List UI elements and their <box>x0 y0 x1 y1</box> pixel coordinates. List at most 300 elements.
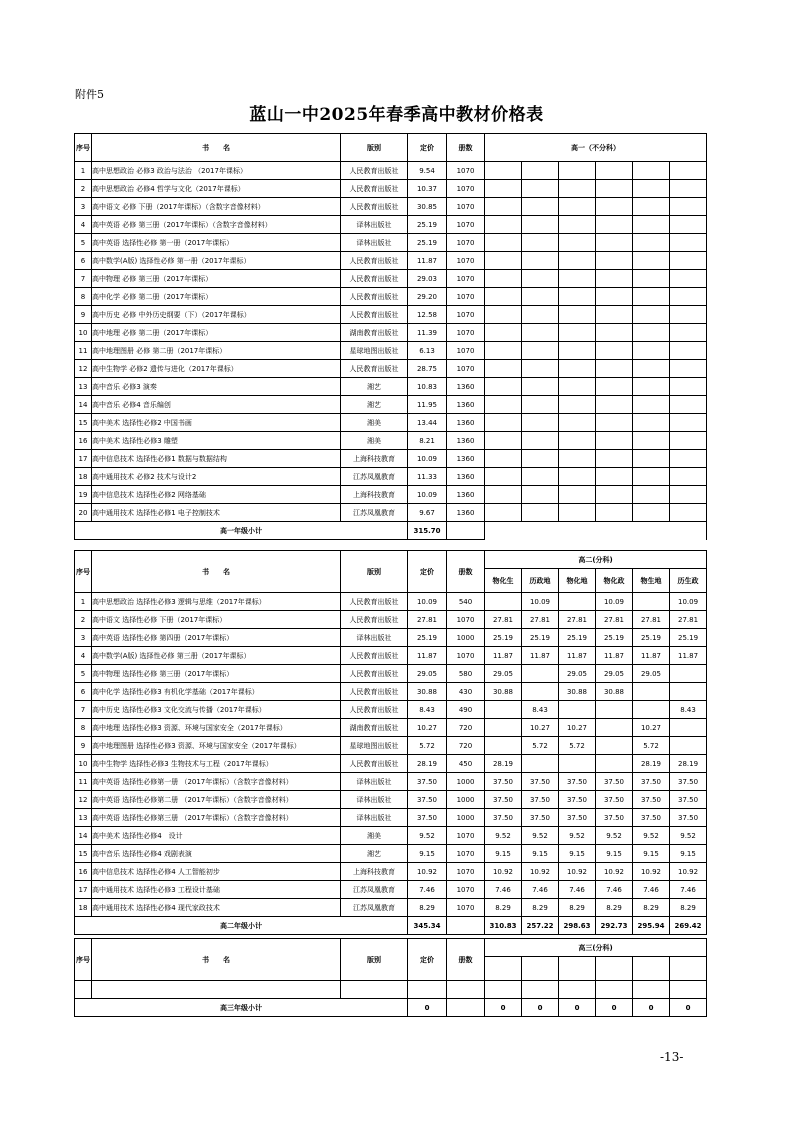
row-track-price: 9.52 <box>596 827 633 845</box>
empty-cell <box>522 252 559 270</box>
empty-cell <box>633 378 670 396</box>
grade3-track-total: 0 <box>633 999 670 1017</box>
row-publisher: 湘艺 <box>341 845 408 863</box>
row-seq: 6 <box>75 252 92 270</box>
row-qty: 1070 <box>447 647 485 665</box>
row-seq: 1 <box>75 593 92 611</box>
row-track-price: 25.19 <box>559 629 596 647</box>
header-qty: 册数 <box>447 551 485 593</box>
row-track-price: 37.50 <box>670 791 707 809</box>
row-price: 9.15 <box>408 845 447 863</box>
row-publisher: 人民教育出版社 <box>341 611 408 629</box>
empty-cell <box>485 414 522 432</box>
row-publisher: 湘美 <box>341 414 408 432</box>
row-track-price: 9.15 <box>670 845 707 863</box>
row-track-price: 30.88 <box>485 683 522 701</box>
row-publisher: 上海科技教育 <box>341 863 408 881</box>
row-qty: 1070 <box>447 162 485 180</box>
row-track-price: 8.29 <box>522 899 559 917</box>
header-publisher: 版别 <box>341 939 408 981</box>
row-track-price <box>670 737 707 755</box>
row-track-price <box>670 683 707 701</box>
empty-cell <box>522 306 559 324</box>
track-header: 历政地 <box>522 569 559 593</box>
row-track-price: 37.50 <box>670 809 707 827</box>
empty-cell <box>670 324 707 342</box>
row-price: 11.33 <box>408 468 447 486</box>
table-row <box>75 791 707 809</box>
empty-cell <box>633 216 670 234</box>
empty-cell <box>670 360 707 378</box>
row-publisher: 江苏凤凰教育 <box>341 881 408 899</box>
row-seq: 10 <box>75 755 92 773</box>
row-qty: 1000 <box>447 809 485 827</box>
row-book-title: 高中信息技术 选择性必修2 网络基础 <box>92 486 341 504</box>
empty-cell <box>596 198 633 216</box>
row-seq: 13 <box>75 378 92 396</box>
grade1-table <box>74 133 707 540</box>
row-price: 37.50 <box>408 809 447 827</box>
header-seq: 序号 <box>75 551 92 593</box>
row-publisher: 人民教育出版社 <box>341 180 408 198</box>
row-track-price: 9.15 <box>559 845 596 863</box>
row-track-price: 11.87 <box>633 647 670 665</box>
empty-cell <box>633 396 670 414</box>
empty-cell <box>522 234 559 252</box>
row-seq: 7 <box>75 270 92 288</box>
row-book-title: 高中美术 选择性必修4 设计 <box>92 827 341 845</box>
row-publisher: 人民教育出版社 <box>341 270 408 288</box>
empty-cell <box>596 288 633 306</box>
row-track-price: 37.50 <box>633 791 670 809</box>
table-row <box>75 629 707 647</box>
empty-cell <box>485 198 522 216</box>
row-track-price: 11.87 <box>670 647 707 665</box>
row-price: 25.19 <box>408 629 447 647</box>
header-qty: 册数 <box>447 939 485 981</box>
row-seq: 17 <box>75 450 92 468</box>
row-publisher: 译林出版社 <box>341 809 408 827</box>
grade3-track-total: 0 <box>485 999 522 1017</box>
empty-cell <box>522 270 559 288</box>
empty-cell <box>559 360 596 378</box>
row-track-price: 27.81 <box>522 611 559 629</box>
empty-cell <box>633 306 670 324</box>
track-header: 历生政 <box>670 569 707 593</box>
row-book-title: 高中思想政治 选择性必修3 逻辑与思维（2017年课标） <box>92 593 341 611</box>
row-track-price: 7.46 <box>670 881 707 899</box>
row-book-title: 高中通用技术 选择性必修3 工程设计基础 <box>92 881 341 899</box>
row-seq: 18 <box>75 468 92 486</box>
row-track-price: 37.50 <box>596 773 633 791</box>
empty-cell <box>559 216 596 234</box>
row-track-price <box>670 719 707 737</box>
row-book-title: 高中音乐 必修3 演奏 <box>92 378 341 396</box>
row-book-title: 高中英语 必修 第三册（2017年课标）（含数字音像材料） <box>92 216 341 234</box>
row-track-price: 5.72 <box>633 737 670 755</box>
row-track-price: 27.81 <box>670 611 707 629</box>
empty-cell <box>522 504 559 522</box>
row-qty: 1070 <box>447 863 485 881</box>
header-publisher: 版别 <box>341 551 408 593</box>
empty-cell <box>522 360 559 378</box>
row-track-price: 27.81 <box>596 611 633 629</box>
empty-cell <box>559 234 596 252</box>
row-track-price: 37.50 <box>485 791 522 809</box>
row-track-price: 29.05 <box>485 665 522 683</box>
row-qty: 1070 <box>447 342 485 360</box>
table-row <box>75 647 707 665</box>
table-row <box>75 342 707 360</box>
row-track-price <box>522 755 559 773</box>
row-track-price: 28.19 <box>670 755 707 773</box>
table-row <box>75 809 707 827</box>
table-row <box>75 324 707 342</box>
row-price: 10.27 <box>408 719 447 737</box>
empty-cell <box>559 396 596 414</box>
empty-cell <box>485 162 522 180</box>
empty-cell <box>559 270 596 288</box>
row-book-title: 高中通用技术 必修2 技术与设计2 <box>92 468 341 486</box>
row-track-price <box>559 593 596 611</box>
row-price: 11.39 <box>408 324 447 342</box>
row-publisher: 人民教育出版社 <box>341 360 408 378</box>
empty-cell <box>559 468 596 486</box>
row-track-price: 7.46 <box>522 881 559 899</box>
row-qty: 540 <box>447 593 485 611</box>
empty-cell <box>596 252 633 270</box>
row-book-title: 高中音乐 必修4 音乐编创 <box>92 396 341 414</box>
empty-cell <box>522 324 559 342</box>
row-track-price: 37.50 <box>596 791 633 809</box>
row-publisher: 人民教育出版社 <box>341 288 408 306</box>
row-publisher: 湖南教育出版社 <box>341 719 408 737</box>
row-publisher: 译林出版社 <box>341 234 408 252</box>
row-seq: 15 <box>75 414 92 432</box>
empty-cell <box>596 162 633 180</box>
row-publisher: 人民教育出版社 <box>341 701 408 719</box>
empty-cell <box>559 486 596 504</box>
empty-cell <box>485 432 522 450</box>
row-track-price <box>670 665 707 683</box>
row-price: 11.87 <box>408 252 447 270</box>
row-track-price: 27.81 <box>485 611 522 629</box>
grade2-track-total: 298.63 <box>559 917 596 935</box>
row-track-price: 28.19 <box>485 755 522 773</box>
empty-cell <box>633 504 670 522</box>
row-seq: 11 <box>75 773 92 791</box>
row-price: 29.05 <box>408 665 447 683</box>
row-track-price <box>633 593 670 611</box>
empty-cell <box>670 342 707 360</box>
row-qty: 1000 <box>447 791 485 809</box>
row-track-price: 9.15 <box>522 845 559 863</box>
table-row <box>75 611 707 629</box>
header-book: 书 名 <box>92 134 341 162</box>
empty-cell <box>670 216 707 234</box>
row-seq: 17 <box>75 881 92 899</box>
row-seq: 2 <box>75 611 92 629</box>
row-track-price <box>596 755 633 773</box>
row-seq: 3 <box>75 629 92 647</box>
row-qty: 450 <box>447 755 485 773</box>
grade2-track-total: 257.22 <box>522 917 559 935</box>
row-track-price: 37.50 <box>559 809 596 827</box>
row-track-price: 11.87 <box>522 647 559 665</box>
row-publisher: 上海科技教育 <box>341 450 408 468</box>
empty-cell <box>670 396 707 414</box>
row-price: 13.44 <box>408 414 447 432</box>
empty-cell <box>447 917 485 935</box>
row-seq: 9 <box>75 737 92 755</box>
table-row <box>75 827 707 845</box>
grade2-track-total: 269.42 <box>670 917 707 935</box>
row-track-price: 37.50 <box>670 773 707 791</box>
empty-cell <box>633 288 670 306</box>
empty-cell <box>670 378 707 396</box>
grade2-table <box>74 550 707 935</box>
grade3-track-total: 0 <box>596 999 633 1017</box>
row-seq: 20 <box>75 504 92 522</box>
empty-cell <box>670 288 707 306</box>
page-number: -13- <box>660 1050 684 1064</box>
row-publisher: 上海科技教育 <box>341 486 408 504</box>
empty-cell <box>633 270 670 288</box>
row-track-price: 10.27 <box>559 719 596 737</box>
row-track-price: 8.29 <box>596 899 633 917</box>
row-publisher: 湘美 <box>341 432 408 450</box>
row-qty: 1360 <box>447 414 485 432</box>
row-seq: 6 <box>75 683 92 701</box>
row-track-price: 9.15 <box>596 845 633 863</box>
row-publisher: 人民教育出版社 <box>341 647 408 665</box>
row-track-price: 10.92 <box>522 863 559 881</box>
row-price: 37.50 <box>408 791 447 809</box>
row-qty: 1360 <box>447 504 485 522</box>
row-track-price: 37.50 <box>522 773 559 791</box>
grade3-subtotal: 0 <box>408 999 447 1017</box>
row-track-price: 9.52 <box>522 827 559 845</box>
row-book-title: 高中英语 选择性必修第一册 （2017年课标）（含数字音像材料） <box>92 773 341 791</box>
row-track-price <box>596 719 633 737</box>
table-row <box>75 593 707 611</box>
row-publisher: 江苏凤凰教育 <box>341 899 408 917</box>
row-track-price: 10.92 <box>670 863 707 881</box>
grade3-group-label: 高三(分科) <box>485 939 707 957</box>
empty-cell <box>485 180 522 198</box>
row-track-price: 9.15 <box>485 845 522 863</box>
table-row <box>75 306 707 324</box>
row-track-price: 10.09 <box>522 593 559 611</box>
empty-cell <box>522 486 559 504</box>
row-price: 9.67 <box>408 504 447 522</box>
table-row <box>75 216 707 234</box>
row-publisher: 星球地图出版社 <box>341 342 408 360</box>
row-qty: 1070 <box>447 198 485 216</box>
track-header: 物化生 <box>485 569 522 593</box>
row-track-price <box>559 755 596 773</box>
row-book-title: 高中语文 选择性必修 下册（2017年课标） <box>92 611 341 629</box>
empty-cell <box>559 162 596 180</box>
table-row <box>75 252 707 270</box>
attachment-label: 附件5 <box>75 88 104 101</box>
empty-cell <box>559 288 596 306</box>
row-track-price: 7.46 <box>596 881 633 899</box>
row-publisher: 人民教育出版社 <box>341 162 408 180</box>
empty-cell <box>485 342 522 360</box>
empty-cell <box>633 486 670 504</box>
row-track-price: 11.87 <box>485 647 522 665</box>
grade1-subtotal: 315.70 <box>408 522 447 540</box>
row-publisher: 星球地图出版社 <box>341 737 408 755</box>
row-book-title: 高中地理 必修 第二册（2017年课标） <box>92 324 341 342</box>
row-publisher: 湘艺 <box>341 378 408 396</box>
row-price: 7.46 <box>408 881 447 899</box>
row-price: 8.21 <box>408 432 447 450</box>
row-book-title: 高中英语 选择性必修 第一册（2017年课标） <box>92 234 341 252</box>
track-header: 物生地 <box>633 569 670 593</box>
row-book-title: 高中英语 选择性必修第二册 （2017年课标）（含数字音像材料） <box>92 791 341 809</box>
empty-cell <box>670 270 707 288</box>
row-qty: 1360 <box>447 450 485 468</box>
row-price: 9.52 <box>408 827 447 845</box>
empty-cell <box>485 216 522 234</box>
grade3-table <box>74 938 707 1017</box>
empty-cell <box>670 252 707 270</box>
row-qty: 1360 <box>447 396 485 414</box>
grade3-track-total: 0 <box>522 999 559 1017</box>
empty-cell <box>596 342 633 360</box>
table-row <box>75 719 707 737</box>
row-book-title: 高中生物学 必修2 遗传与进化（2017年课标） <box>92 360 341 378</box>
row-publisher: 人民教育出版社 <box>341 683 408 701</box>
row-seq: 16 <box>75 863 92 881</box>
row-track-price: 30.88 <box>559 683 596 701</box>
grade3-track-total: 0 <box>670 999 707 1017</box>
row-price: 29.20 <box>408 288 447 306</box>
row-book-title: 高中思想政治 必修4 哲学与文化（2017年课标） <box>92 180 341 198</box>
empty-cell <box>670 504 707 522</box>
row-qty: 1070 <box>447 611 485 629</box>
empty-cell <box>596 306 633 324</box>
row-price: 27.81 <box>408 611 447 629</box>
empty-cell <box>633 324 670 342</box>
row-track-price: 25.19 <box>596 629 633 647</box>
grade2-track-total: 292.73 <box>596 917 633 935</box>
empty-cell <box>596 468 633 486</box>
header-seq: 序号 <box>75 939 92 981</box>
row-track-price <box>485 593 522 611</box>
row-price: 25.19 <box>408 216 447 234</box>
row-track-price <box>596 737 633 755</box>
row-track-price: 37.50 <box>559 773 596 791</box>
row-track-price: 25.19 <box>670 629 707 647</box>
row-publisher: 湖南教育出版社 <box>341 324 408 342</box>
row-track-price: 37.50 <box>596 809 633 827</box>
empty-cell <box>670 486 707 504</box>
grade2-group-label: 高二(分科) <box>485 551 707 569</box>
empty-cell <box>485 468 522 486</box>
row-qty: 1000 <box>447 629 485 647</box>
row-book-title: 高中通用技术 选择性必修1 电子控制技术 <box>92 504 341 522</box>
row-seq: 8 <box>75 288 92 306</box>
table-row <box>75 432 707 450</box>
row-track-price: 8.29 <box>485 899 522 917</box>
row-track-price: 27.81 <box>633 611 670 629</box>
row-book-title: 高中英语 选择性必修 第四册（2017年课标） <box>92 629 341 647</box>
row-price: 29.03 <box>408 270 447 288</box>
row-publisher: 译林出版社 <box>341 629 408 647</box>
row-qty: 430 <box>447 683 485 701</box>
page-title: 蓝山一中2025年春季高中教材价格表 <box>249 105 544 125</box>
row-qty: 1070 <box>447 288 485 306</box>
table-row <box>75 863 707 881</box>
row-price: 6.13 <box>408 342 447 360</box>
empty-cell <box>559 378 596 396</box>
row-track-price: 37.50 <box>522 809 559 827</box>
table-row <box>75 270 707 288</box>
row-qty: 1000 <box>447 773 485 791</box>
empty-cell <box>633 342 670 360</box>
row-book-title: 高中物理 必修 第三册（2017年课标） <box>92 270 341 288</box>
row-track-price: 7.46 <box>559 881 596 899</box>
empty-cell <box>559 252 596 270</box>
row-track-price: 28.19 <box>633 755 670 773</box>
empty-cell <box>670 198 707 216</box>
empty-cell <box>596 324 633 342</box>
table-row <box>75 234 707 252</box>
empty-cell <box>559 198 596 216</box>
empty-cell <box>559 306 596 324</box>
grade1-group-label: 高一（不分科） <box>485 134 707 162</box>
row-book-title: 高中数学(A版) 选择性必修 第三册（2017年课标） <box>92 647 341 665</box>
row-track-price: 9.52 <box>559 827 596 845</box>
row-track-price: 25.19 <box>485 629 522 647</box>
empty-cell <box>633 432 670 450</box>
row-price: 8.29 <box>408 899 447 917</box>
empty-cell <box>485 450 522 468</box>
empty-cell <box>596 486 633 504</box>
row-price: 10.37 <box>408 180 447 198</box>
row-publisher: 人民教育出版社 <box>341 252 408 270</box>
row-book-title: 高中地理图册 选择性必修3 资源、环境与国家安全（2017年课标） <box>92 737 341 755</box>
table-row <box>75 360 707 378</box>
row-seq: 14 <box>75 827 92 845</box>
empty-cell <box>559 324 596 342</box>
row-track-price <box>485 719 522 737</box>
empty-cell <box>596 450 633 468</box>
row-publisher: 人民教育出版社 <box>341 593 408 611</box>
row-qty: 1070 <box>447 180 485 198</box>
table-row <box>75 414 707 432</box>
row-book-title: 高中信息技术 选择性必修1 数据与数据结构 <box>92 450 341 468</box>
row-price: 8.43 <box>408 701 447 719</box>
row-price: 10.92 <box>408 863 447 881</box>
table-row <box>75 450 707 468</box>
row-track-price: 7.46 <box>633 881 670 899</box>
empty-cell <box>559 504 596 522</box>
row-track-price: 37.50 <box>485 773 522 791</box>
table-row <box>75 486 707 504</box>
empty-cell <box>670 180 707 198</box>
row-seq: 19 <box>75 486 92 504</box>
row-track-price: 9.52 <box>485 827 522 845</box>
row-track-price: 11.87 <box>559 647 596 665</box>
table-row <box>75 504 707 522</box>
row-track-price: 37.50 <box>522 791 559 809</box>
header-book: 书 名 <box>92 939 341 981</box>
empty-cell <box>485 324 522 342</box>
